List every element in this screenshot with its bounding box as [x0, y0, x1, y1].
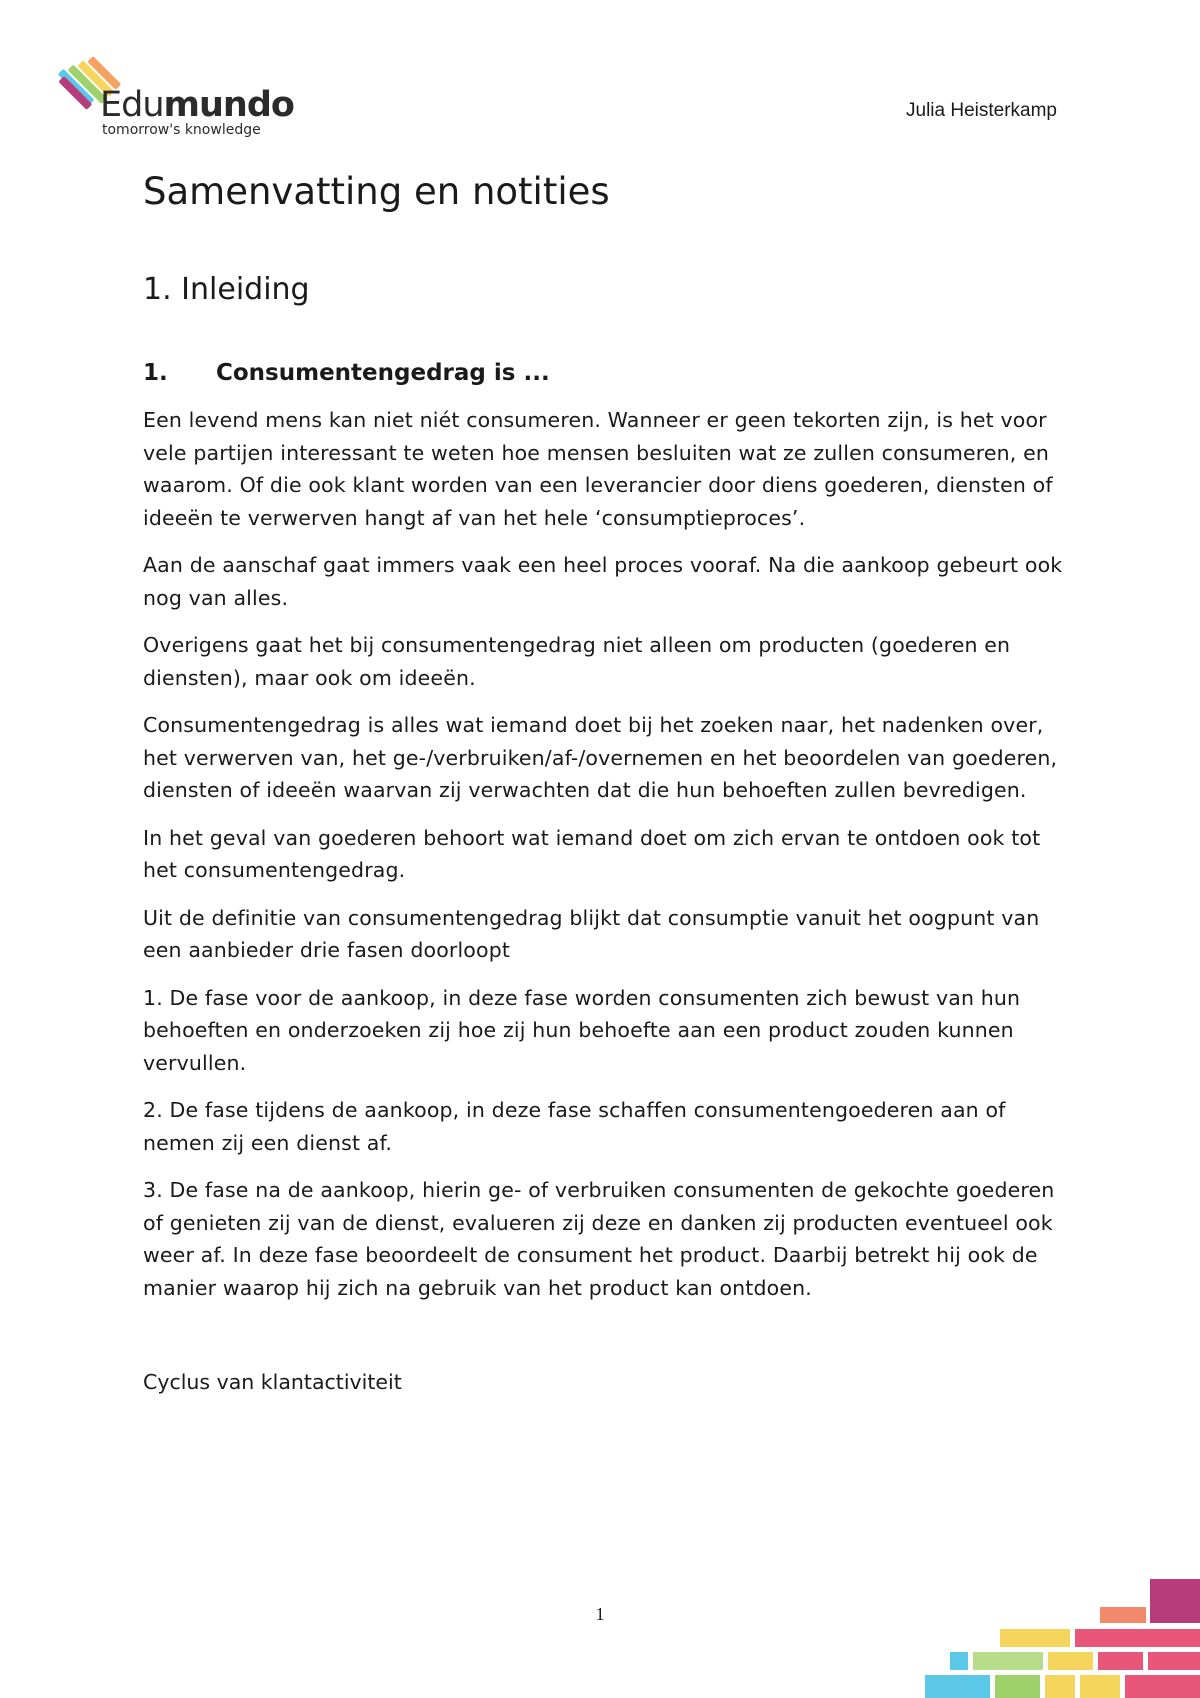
list-item-phase: 1. De fase voor de aankoop, in deze fase worden consumenten zich bewust van hun behoeften en onderzoeken zij hoe zij hun behoefte aan een product zouden kunnen vervullen. [143, 985, 1021, 1075]
paragraph: Overigens gaat het bij consumentengedrag niet alleen om producten (goederen en diensten), maar ook om ideeën. [143, 633, 1011, 690]
logo-name-bold: mundo [163, 85, 294, 125]
document-body [143, 170, 1063, 1394]
paragraph: Aan de aanschaf gaat immers vaak een heel proces vooraf. Na die aankoop gebeurt ook nog van alles. [143, 553, 1063, 610]
section-number: 1. [143, 360, 168, 387]
logo-wordmark [100, 85, 294, 125]
paragraph: Uit de definitie van consumentengedrag blijkt dat consumptie vanuit het oogpunt van een aanbieder drie fasen doorloopt [143, 905, 1040, 963]
paragraph: In het geval van goederen behoort wat iemand doet om zich ervan te ontdoen ook tot het consumentengedrag. [143, 825, 1041, 883]
section-heading [143, 360, 1063, 386]
list-item-phase: 3. De fase na de aankoop, hierin ge- of verbruiken consumenten de gekochte goederen of genieten zij van de dienst, evalueren zij deze en danken zij producten eventueel ook weer af. In deze fase beoordeelt de consument het product. Daarbij betrekt hij ook de manier waarop hij zich na gebruik van het product kan ontdoen. [143, 1178, 1055, 1300]
paragraph: Een levend mens kan niet niét consumeren. Wanneer er geen tekorten zijn, is het voor vele partijen interessant te weten hoe mensen besluiten wat ze zullen consumeren, en waarom. Of die ook klant worden van een leverancier door diens goederen, diensten of ideeën te verwerven hangt af van het hele ‘consumptieproces’. [143, 408, 1053, 530]
paragraph: Consumentengedrag is alles wat iemand doet bij het zoeken naar, het nadenken over, het verwerven van, het ge-/verbruiken/af-/overnemen en het beoordelen van goederen, diensten of ideeën waarvan zij verwachten dat die hun behoeften zullen bevredigen. [143, 713, 1058, 803]
figure-caption: Cyclus van klantactiviteit [143, 1370, 402, 1395]
chapter-heading: 1. Inleiding [143, 272, 310, 308]
logo-tagline: tomorrow's knowledge [102, 122, 261, 138]
edumundo-logo [58, 48, 298, 144]
list-item-phase: 2. De fase tijdens de aankoop, in deze fase schaffen consumentengoederen aan of nemen zij een dienst af. [143, 1098, 1006, 1155]
logo-name-light: Edu [100, 85, 164, 125]
section-title: Consumentengedrag is ... [216, 360, 550, 387]
author-name: Julia Heisterkamp [906, 100, 1057, 121]
document-title: Samenvatting en notities [143, 170, 610, 213]
page-number: 1 [595, 1604, 605, 1624]
corner-decoration-icon [920, 1575, 1200, 1698]
